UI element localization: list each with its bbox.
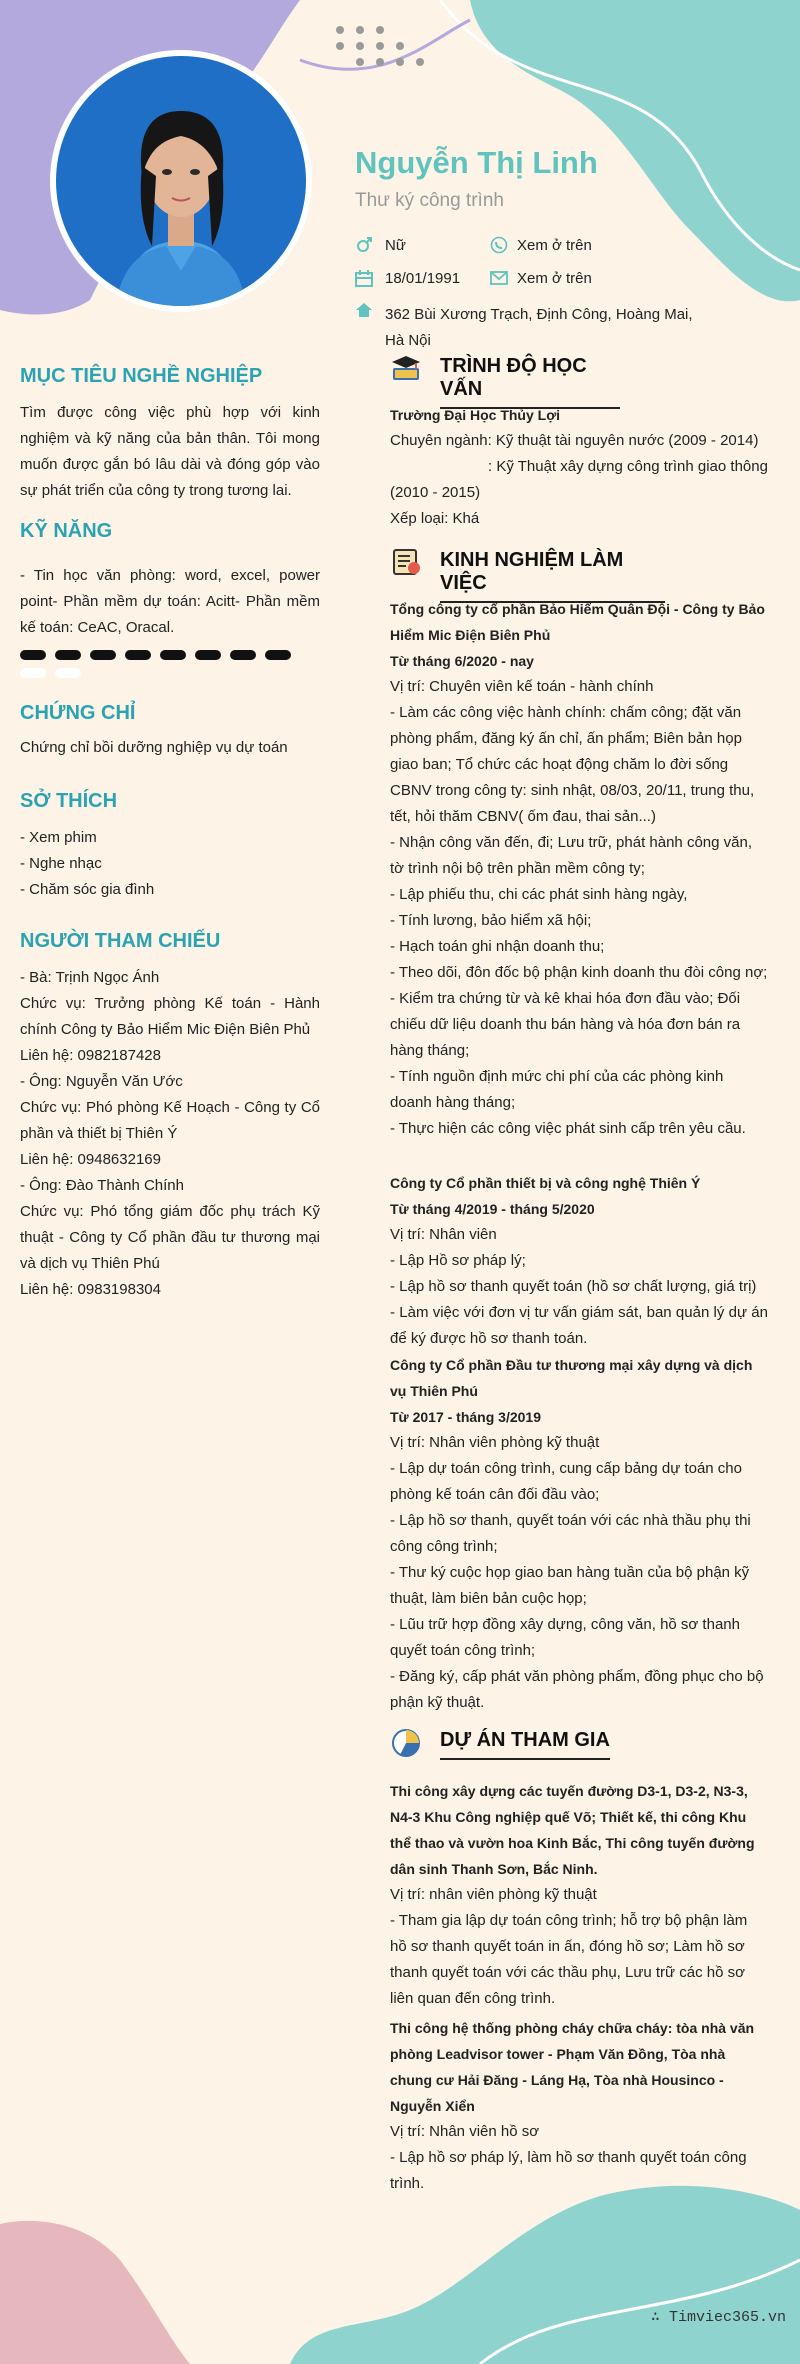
teal-blob-bottom-right xyxy=(290,2186,800,2364)
certificates-title: CHỨNG CHỈ xyxy=(20,702,136,724)
certificates-text: Chứng chỉ bồi dưỡng nghiệp vụ dự toán xyxy=(20,739,288,756)
education-heading xyxy=(390,352,770,400)
profile-name: Nguyễn Thị Linh xyxy=(355,145,598,180)
job-line: Vị trí: Nhân viên xyxy=(390,1226,497,1243)
footer-brand xyxy=(651,2307,786,2326)
project-name: Thi công xây dựng các tuyến đường D3-1, D3-2, N3-3, N4-3 Khu Công nghiệp quế Võ; Thiết kế, thi công Khu thể thao và vườn hoa Kinh Bắc, Thi công tuyến đường dân sinh Thanh Sơn, Bắc Ninh. xyxy=(390,1783,755,1877)
reference-line: Liên hệ: 0948632169 xyxy=(20,1151,161,1168)
reference-line: - Bà: Trịnh Ngọc Ánh xyxy=(20,969,160,986)
job-line: - Thực hiện các công việc phát sinh cấp trên yêu cầu. xyxy=(390,1120,746,1137)
job-company: Tổng công ty cổ phần Bảo Hiểm Quân Đội - Công ty Bảo Hiểm Mic Điện Biên Phủ xyxy=(390,601,765,643)
project-line: - Lập hồ sơ pháp lý, làm hồ sơ thanh quyết toán công trình. xyxy=(390,2149,747,2192)
skill-level-bar xyxy=(20,647,320,659)
education-icon xyxy=(390,352,422,384)
job-line: Vị trí: Nhân viên phòng kỹ thuật xyxy=(390,1434,600,1451)
education-line: Xếp loại: Khá xyxy=(390,510,480,527)
job-line: - Theo dõi, đôn đốc bộ phận kinh doanh thu đòi công nợ; xyxy=(390,964,768,981)
reference-line: Liên hệ: 0983198304 xyxy=(20,1281,161,1298)
experience-heading xyxy=(390,546,770,594)
job-line: - Tính lương, bảo hiểm xã hội; xyxy=(390,912,592,929)
gender-icon xyxy=(355,236,373,254)
reference-line: Chức vụ: Phó phòng Kế Hoạch - Công ty Cổ phần và thiết bị Thiên Ý xyxy=(20,1099,320,1142)
projects-heading xyxy=(390,1726,770,1762)
curve-line-top-2 xyxy=(300,20,470,69)
experience-icon xyxy=(390,546,422,578)
hobby-item: - Nghe nhạc xyxy=(20,855,102,872)
mail-icon xyxy=(490,269,508,287)
job-period: Từ tháng 4/2019 - tháng 5/2020 xyxy=(390,1201,595,1217)
project-line: Vị trí: nhân viên phòng kỹ thuật xyxy=(390,1886,597,1903)
job-line: - Làm việc với đơn vị tư vấn giám sát, ban quản lý dự án để ký được hồ sơ thanh toán. xyxy=(390,1304,768,1347)
brand-text: Timviec365.vn xyxy=(668,2309,786,2326)
objective-title: MỤC TIÊU NGHỀ NGHIỆP xyxy=(20,365,263,387)
phone-value: Xem ở trên xyxy=(517,237,592,254)
avatar-photo xyxy=(56,56,306,306)
project-icon xyxy=(390,1726,422,1758)
gender-value: Nữ xyxy=(385,237,406,254)
project-line: Vị trí: Nhân viên hồ sơ xyxy=(390,2123,540,2140)
job-line: - Lập dự toán công trình, cung cấp bảng dự toán cho phòng kế toán cân đối đầu vào; xyxy=(390,1460,742,1503)
job-company: Công ty Cổ phần thiết bị và công nghệ Thiên Ý xyxy=(390,1175,701,1191)
avatar xyxy=(50,50,312,312)
calendar-icon xyxy=(355,269,373,287)
project-line: - Tham gia lập dự toán công trình; hỗ trợ bộ phận làm hồ sơ thanh quyết toán in ấn, đóng hồ sơ; Làm hồ sơ thanh quyết toán với các thầu phụ, Lưu trữ các hồ sơ liên quan đến công trình. xyxy=(390,1912,748,2007)
school-name: Trường Đại Học Thủy Lợi xyxy=(390,407,561,423)
job-line: - Nhận công văn đến, đi; Lưu trữ, phát hành công văn, tờ trình nội bộ trên phần mềm công ty; xyxy=(390,834,752,877)
house-icon xyxy=(355,301,373,319)
reference-line: - Ông: Nguyễn Văn Ước xyxy=(20,1073,183,1090)
job-line: - Lập phiếu thu, chi các phát sinh hàng ngày, xyxy=(390,886,688,903)
email-value: Xem ở trên xyxy=(517,270,592,287)
job-line: - Lập hồ sơ thanh, quyết toán với các nhà thầu phụ thi công công trình; xyxy=(390,1512,751,1555)
job-period: Từ 2017 - tháng 3/2019 xyxy=(390,1409,541,1425)
brand-icon: ∴ xyxy=(650,2309,669,2326)
address-value: 362 Bùi Xương Trạch, Định Công, Hoàng Mai, Hà Nội xyxy=(385,306,693,349)
job-line: - Thư ký cuộc họp giao ban hàng tuần của bộ phận kỹ thuật, làm biên bản cuộc họp; xyxy=(390,1564,750,1607)
reference-line: Chức vụ: Phó tổng giám đốc phụ trách Kỹ thuật - Công ty Cổ phần đầu tư thương mại và dịch vụ Thiên Phú xyxy=(20,1203,320,1272)
job-title: Thư ký công trình xyxy=(355,190,504,211)
references-title: NGƯỜI THAM CHIẾU xyxy=(20,930,221,952)
hobby-item: - Xem phim xyxy=(20,829,97,846)
education-title: TRÌNH ĐỘ HỌC VẤN xyxy=(440,355,620,409)
skills-title: KỸ NĂNG xyxy=(20,520,113,542)
dots-pattern xyxy=(336,26,424,66)
job-line: - Hạch toán ghi nhận doanh thu; xyxy=(390,938,605,955)
job-line: - Lũu trữ hợp đồng xây dựng, công văn, hồ sơ thanh quyết toán công trình; xyxy=(390,1616,740,1659)
education-line: Chuyên ngành: Kỹ thuật tài nguyên nước (2009 - 2014) xyxy=(390,432,759,449)
job-line: - Kiểm tra chứng từ và kê khai hóa đơn đầu vào; Đối chiếu dữ liệu doanh thu bán hàng và hóa đơn bán ra hàng tháng; xyxy=(390,990,741,1059)
projects-title: DỰ ÁN THAM GIA xyxy=(440,1729,610,1760)
reference-line: Chức vụ: Trưởng phòng Kế toán - Hành chính Công ty Bảo Hiểm Mic Điện Biên Phủ xyxy=(20,995,320,1038)
job-line: - Lập hồ sơ thanh quyết toán (hồ sơ chất lượng, giá trị) xyxy=(390,1278,757,1295)
job-line: - Lập Hồ sơ pháp lý; xyxy=(390,1252,526,1269)
job-line: - Tính nguồn định mức chi phí của các phòng kinh doanh hàng tháng; xyxy=(390,1068,724,1111)
reference-line: Liên hệ: 0982187428 xyxy=(20,1047,161,1064)
objective-text: Tìm được công việc phù hợp với kinh nghiệm và kỹ năng của bản thân. Tôi mong muốn được gắn bó lâu dài và đóng góp vào sự phát triển của công ty trong tương lai. xyxy=(20,404,320,499)
hobby-item: - Chăm sóc gia đình xyxy=(20,881,155,898)
experience-title: KINH NGHIỆM LÀM VIỆC xyxy=(440,549,665,603)
pink-blob-bottom-left xyxy=(0,2221,190,2364)
skills-text: - Tin học văn phòng: word, excel, power point- Phần mềm dự toán: Acitt- Phần mềm kế toán: CeAC, Oracal. xyxy=(20,567,320,636)
job-line: Vị trí: Chuyên viên kế toán - hành chính xyxy=(390,678,654,695)
phone-icon xyxy=(490,236,508,254)
project-name: Thi công hệ thống phòng cháy chữa cháy: tòa nhà văn phòng Leadvisor tower - Phạm Văn Đồng, Tòa nhà chung cư Hải Đăng - Láng Hạ, Tòa nhà Housinco - Nguyễn Xiển xyxy=(390,2020,755,2114)
job-line: - Đăng ký, cấp phát văn phòng phẩm, đồng phục cho bộ phận kỹ thuật. xyxy=(390,1668,764,1711)
job-company: Công ty Cổ phần Đầu tư thương mại xây dựng và dịch vụ Thiên Phú xyxy=(390,1357,753,1399)
hobbies-title: SỞ THÍCH xyxy=(20,790,118,812)
job-line: - Làm các công việc hành chính: chấm công; đặt văn phòng phẩm, đăng ký ấn chỉ, ấn phẩm; Biên bản họp giao ban; Tổ chức các hoạt động chăm lo đời sống CBNV trong công ty: sinh nhật, 08/03, 20/11, trung thu, tết, hỏi thăm CBNV( ốm đau, thai sản...) xyxy=(390,704,755,825)
dob-value: 18/01/1991 xyxy=(385,270,461,287)
education-line: : Kỹ Thuật xây dựng công trình giao thông (2010 - 2015) xyxy=(390,458,768,501)
reference-line: - Ông: Đào Thành Chính xyxy=(20,1177,184,1194)
job-period: Từ tháng 6/2020 - nay xyxy=(390,653,534,669)
